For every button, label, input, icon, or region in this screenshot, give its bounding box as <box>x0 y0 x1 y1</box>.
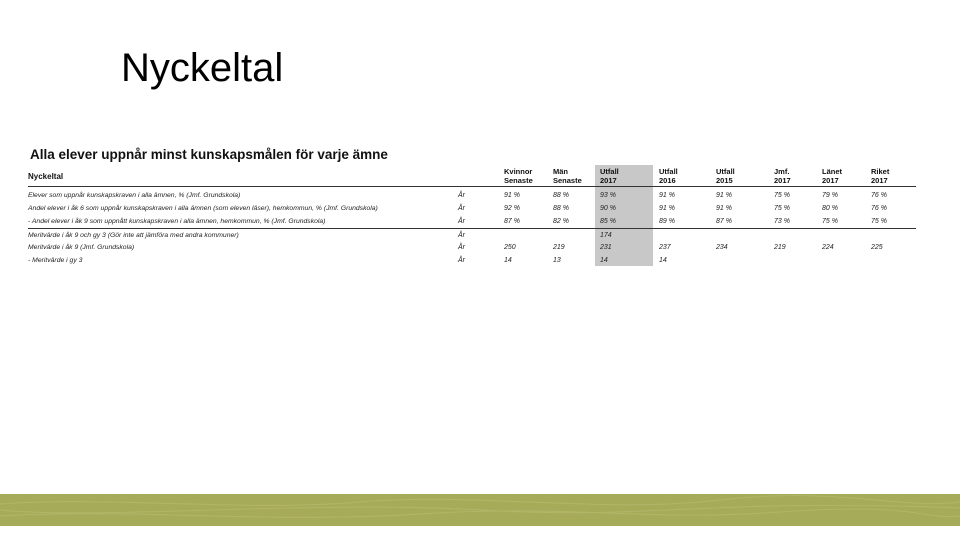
row-label: Elever som uppnår kunskapskraven i alla ämnen, % (Jmf. Grundskola) <box>28 192 241 199</box>
table-cell: 13 <box>553 257 561 264</box>
column-header <box>871 167 889 185</box>
row-unit: År <box>458 218 465 225</box>
row-label: - Andel elever i åk 9 som uppnått kunskapskraven i alla ämnen, hemkommun, % (Jmf. Grundskola) <box>28 218 326 225</box>
column-header <box>504 167 533 185</box>
table-cell: 219 <box>553 244 565 251</box>
group-rule <box>28 228 916 229</box>
column-header-line: Senaste <box>553 176 582 185</box>
table-cell: 174 <box>600 232 612 239</box>
table-cell: 237 <box>659 244 671 251</box>
column-header-line: 2015 <box>716 176 733 185</box>
column-header <box>659 167 678 185</box>
table-cell: 219 <box>774 244 786 251</box>
column-header <box>774 167 791 185</box>
slide-title: Nyckeltal <box>121 46 284 90</box>
row-label: - Meritvärde i gy 3 <box>28 257 83 264</box>
table-cell: 14 <box>504 257 512 264</box>
column-header-line: Riket <box>871 167 890 176</box>
table-cell: 14 <box>659 257 667 264</box>
table-cell: 234 <box>716 244 728 251</box>
table-cell: 75 % <box>822 218 838 225</box>
table-cell: 225 <box>871 244 883 251</box>
column-header-line: 2017 <box>871 176 888 185</box>
footer-band <box>0 494 960 526</box>
column-header-line: Utfall <box>600 167 619 176</box>
table-cell: 75 % <box>774 205 790 212</box>
column-header-line: 2016 <box>659 176 676 185</box>
table-cell: 224 <box>822 244 834 251</box>
row-unit: År <box>458 257 465 264</box>
table-cell: 76 % <box>871 205 887 212</box>
column-header <box>600 167 619 185</box>
table-cell: 89 % <box>659 218 675 225</box>
table-cell: 91 % <box>504 192 520 199</box>
column-header-line: Utfall <box>716 167 735 176</box>
table-cell: 91 % <box>659 205 675 212</box>
table-cell: 76 % <box>871 192 887 199</box>
table-cell: 87 % <box>716 218 732 225</box>
table-cell: 91 % <box>716 205 732 212</box>
table-cell: 92 % <box>504 205 520 212</box>
row-unit: År <box>458 205 465 212</box>
table-cell: 85 % <box>600 218 616 225</box>
table-heading: Alla elever uppnår minst kunskapsmålen för varje ämne <box>30 147 388 162</box>
header-rule <box>28 186 916 187</box>
column-header <box>716 167 735 185</box>
table-cell: 250 <box>504 244 516 251</box>
row-label: Meritvärde i åk 9 och gy 3 (Gör inte att jämföra med andra kommuner) <box>28 232 239 239</box>
table-cell: 79 % <box>822 192 838 199</box>
table-cell: 91 % <box>659 192 675 199</box>
table-cell: 73 % <box>774 218 790 225</box>
column-header-line: Utfall <box>659 167 678 176</box>
column-header-line: Män <box>553 167 568 176</box>
row-unit: År <box>458 192 465 199</box>
column-header-line: 2017 <box>600 176 617 185</box>
table-cell: 90 % <box>600 205 616 212</box>
row-unit: År <box>458 232 465 239</box>
footer-pattern <box>0 494 960 526</box>
column-header-line: Jmf. <box>774 167 790 176</box>
table-cell: 88 % <box>553 205 569 212</box>
table-cell: 91 % <box>716 192 732 199</box>
table-cell: 82 % <box>553 218 569 225</box>
table-cell: 80 % <box>822 205 838 212</box>
column-header <box>553 167 582 185</box>
row-label: Andel elever i åk 6 som uppnår kunskapskraven i alla ämnen (som eleven läser), hemkommun, % (Jmf. Grundskola) <box>28 205 378 212</box>
section-label: Nyckeltal <box>28 172 64 181</box>
row-label: Meritvärde i åk 9 (Jmf. Grundskola) <box>28 244 135 251</box>
table-cell: 14 <box>600 257 608 264</box>
table-cell: 75 % <box>774 192 790 199</box>
column-header <box>822 167 842 185</box>
table-cell: 88 % <box>553 192 569 199</box>
column-header-line: Länet <box>822 167 843 176</box>
column-header-line: Kvinnor <box>504 167 533 176</box>
column-header-line: 2017 <box>774 176 791 185</box>
table-cell: 75 % <box>871 218 887 225</box>
column-header-line: 2017 <box>822 176 839 185</box>
table-cell: 231 <box>600 244 612 251</box>
table-cell: 93 % <box>600 192 616 199</box>
column-header-line: Senaste <box>504 176 533 185</box>
row-unit: År <box>458 244 465 251</box>
table-cell: 87 % <box>504 218 520 225</box>
